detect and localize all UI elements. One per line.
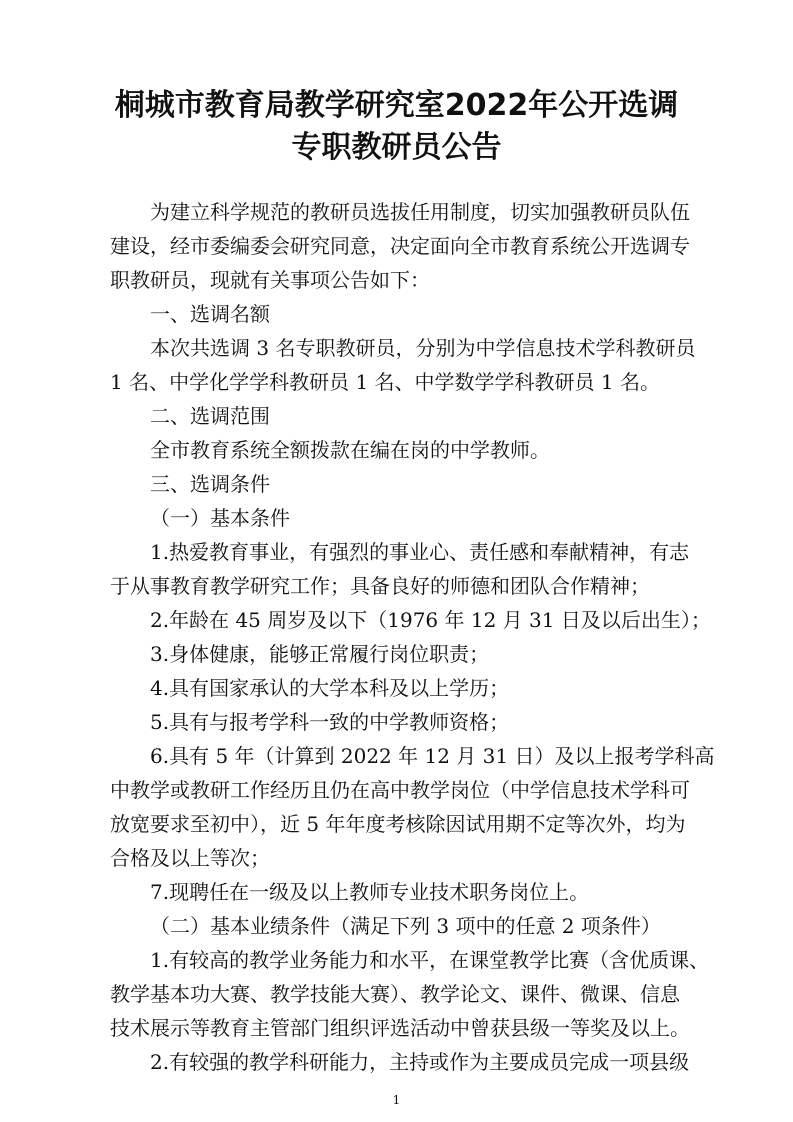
body-line: 全市教育系统全额拨款在编在岗的中学教师。: [150, 438, 550, 462]
section-heading: 三、选调条件: [150, 472, 270, 496]
body-line: 为建立科学规范的教研员选拔任用制度，切实加强教研员队伍: [150, 200, 690, 224]
body-line: 职教研员，现就有关事项公告如下：: [110, 268, 430, 292]
body-line: 1.热爱教育事业，有强烈的事业心、责任感和奉献精神，有志: [150, 540, 690, 564]
body-line: 技术展示等教育主管部门组织评选活动中曾获县级一等奖及以上。: [110, 1016, 690, 1040]
body-line: 于从事教育教学研究工作；具备良好的师德和团队合作精神；: [110, 574, 650, 598]
body-line: 1.有较高的教学业务能力和水平，在课堂教学比赛（含优质课、: [150, 948, 710, 972]
body-line: 1 名、中学化学学科教研员 1 名、中学数学学科教研员 1 名。: [110, 370, 660, 394]
body-line: 6.具有 5 年（计算到 2022 年 12 月 31 日）及以上报考学科高: [150, 744, 715, 768]
body-line: 中教学或教研工作经历且仍在高中教学岗位（中学信息技术学科可: [110, 778, 690, 802]
body-line: 本次共选调 3 名专职教研员，分别为中学信息技术学科教研员: [150, 336, 696, 360]
body-line: 放宽要求至初中），近 5 年年度考核除因试用期不定等次外，均为: [110, 812, 686, 836]
body-line: 2.年龄在 45 周岁及以下（1976 年 12 月 31 日及以后出生）；: [150, 608, 711, 632]
subsection-heading: （二）基本业绩条件（满足下列 3 项中的任意 2 项条件）: [150, 914, 661, 938]
section-heading: 二、选调范围: [150, 404, 270, 428]
body-line: 3.身体健康，能够正常履行岗位职责；: [150, 642, 490, 666]
body-line: 7.现聘任在一级及以上教师专业技术职务岗位上。: [150, 880, 590, 904]
section-heading: 一、选调名额: [150, 302, 270, 326]
body-line: 教学基本功大赛、教学技能大赛）、教学论文、课件、微课、信息: [110, 982, 680, 1006]
page-number: 1: [392, 1093, 401, 1107]
body-line: 建设，经市委编委会研究同意，决定面向全市教育系统公开选调专: [110, 234, 690, 258]
subsection-heading: （一）基本条件: [150, 506, 290, 530]
document-title-line-1: 桐城市教育局教学研究室2022年公开选调: [114, 88, 679, 123]
body-line: 合格及以上等次；: [110, 846, 270, 870]
body-line: 2.有较强的教学科研能力，主持或作为主要成员完成一项县级: [150, 1050, 690, 1074]
body-line: 5.具有与报考学科一致的中学教师资格；: [150, 710, 510, 734]
body-line: 4.具有国家承认的大学本科及以上学历；: [150, 676, 510, 700]
document-title-line-2: 专职教研员公告: [291, 130, 502, 165]
